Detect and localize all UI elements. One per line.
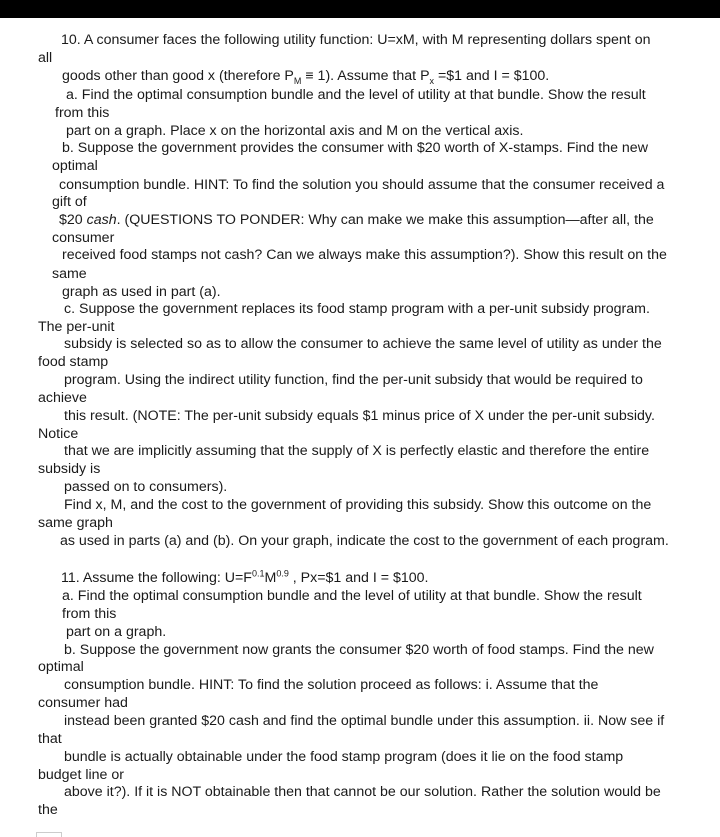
p10-line-4: a. Find the optimal consumption bundle and the level of utility at that bundle. Show the result <box>66 87 646 103</box>
p10-line-10: gift of <box>52 194 87 210</box>
p10-line-22: this result. (NOTE: The per-unit subsidy equals $1 minus price of X under the per-unit subsidy. <box>64 408 655 424</box>
p10-line-25: subsidy is <box>38 461 101 477</box>
p11-line-1: 11. Assume the following: $U=F^{0.1}M^{0.9}$ , Px=$1 and I = $100. <box>61 568 429 586</box>
p11-line-10: that <box>38 731 62 747</box>
p11-line-5: b. Suppose the government now grants the consumer $20 worth of food stamps. Find the new <box>64 642 654 658</box>
p11-line-4: part on a graph. <box>66 624 167 640</box>
p11-line-3: from this <box>62 606 117 622</box>
p10-line-13: received food stamps not cash? Can we always make this assumption?). Show this result on the <box>62 247 667 263</box>
p10-line-9: consumption bundle. HINT: To find the solution you should assume that the consumer received a <box>59 177 665 193</box>
p10-line-24: that we are implicitly assuming that the supply of X is perfectly elastic and therefore the entire <box>64 443 650 459</box>
p10-line-18: subsidy is selected so as to allow the consumer to achieve the same level of utility as under the <box>64 336 662 352</box>
p10-line-17: The per-unit <box>38 319 115 335</box>
p10-line-3: goods other than good x (therefore $P_M \equiv 1$). Assume that $P_x$ =$1 and I = $100. <box>62 68 550 86</box>
p10-line-7: b. Suppose the government provides the consumer with $20 worth of X-stamps. Find the new <box>62 140 648 156</box>
p11-line-11: bundle is actually obtainable under the food stamp program (does it lie on the food stamp <box>64 749 624 765</box>
p11-line-7: consumption bundle. HINT: To find the solution proceed as follows: i. Assume that the <box>64 677 599 693</box>
p10-line-5: from this <box>55 105 110 121</box>
p10-line-23: Notice <box>38 426 79 442</box>
p10-line-26: passed on to consumers). <box>64 479 228 495</box>
p10-line-28: same graph <box>38 515 113 531</box>
p10-line-15: graph as used in part (a). <box>62 284 221 300</box>
p10-line-12: consumer <box>52 230 115 246</box>
p11-line-6: optimal <box>38 659 84 675</box>
p10-line-8: optimal <box>52 158 98 174</box>
p10-line-14: same <box>52 266 87 282</box>
p10-line-11: $20 cash. (QUESTIONS TO PONDER: Why can make we make this assumption—after all, the <box>59 212 654 228</box>
p11-line-12: budget line or <box>38 767 124 783</box>
p11-line-14: the <box>38 802 58 818</box>
p10-line-6: part on a graph. Place x on the horizontal axis and M on the vertical axis. <box>66 123 524 139</box>
top-black-bar <box>0 0 720 18</box>
p10-line-27: Find x, M, and the cost to the government of providing this subsidy. Show this outcome on the <box>64 497 652 513</box>
p10-line-29: as used in parts (a) and (b). On your graph, indicate the cost to the government of each program. <box>60 533 669 549</box>
p10-line-21: achieve <box>38 390 87 406</box>
p10-line-19: food stamp <box>38 354 109 370</box>
p11-line-8: consumer had <box>38 695 128 711</box>
p10-line-16: c. Suppose the government replaces its food stamp program with a per-unit subsidy program. <box>64 301 650 317</box>
p10-line-2: all <box>38 50 53 66</box>
p10-line-1: 10. A consumer faces the following utility function: U=xM, with M representing dollars spent on <box>61 32 651 48</box>
p11-line-9: instead been granted $20 cash and find the optimal bundle under this assumption. ii. Now see if <box>64 713 665 729</box>
p10-line-20: program. Using the indirect utility function, find the per-unit subsidy that would be required to <box>64 372 643 388</box>
page-edge-mark <box>36 832 62 837</box>
p11-line-13: above it?). If it is NOT obtainable then that cannot be our solution. Rather the solution would be <box>64 784 661 800</box>
p11-line-2: a. Find the optimal consumption bundle and the level of utility at that bundle. Show the result <box>62 588 642 604</box>
